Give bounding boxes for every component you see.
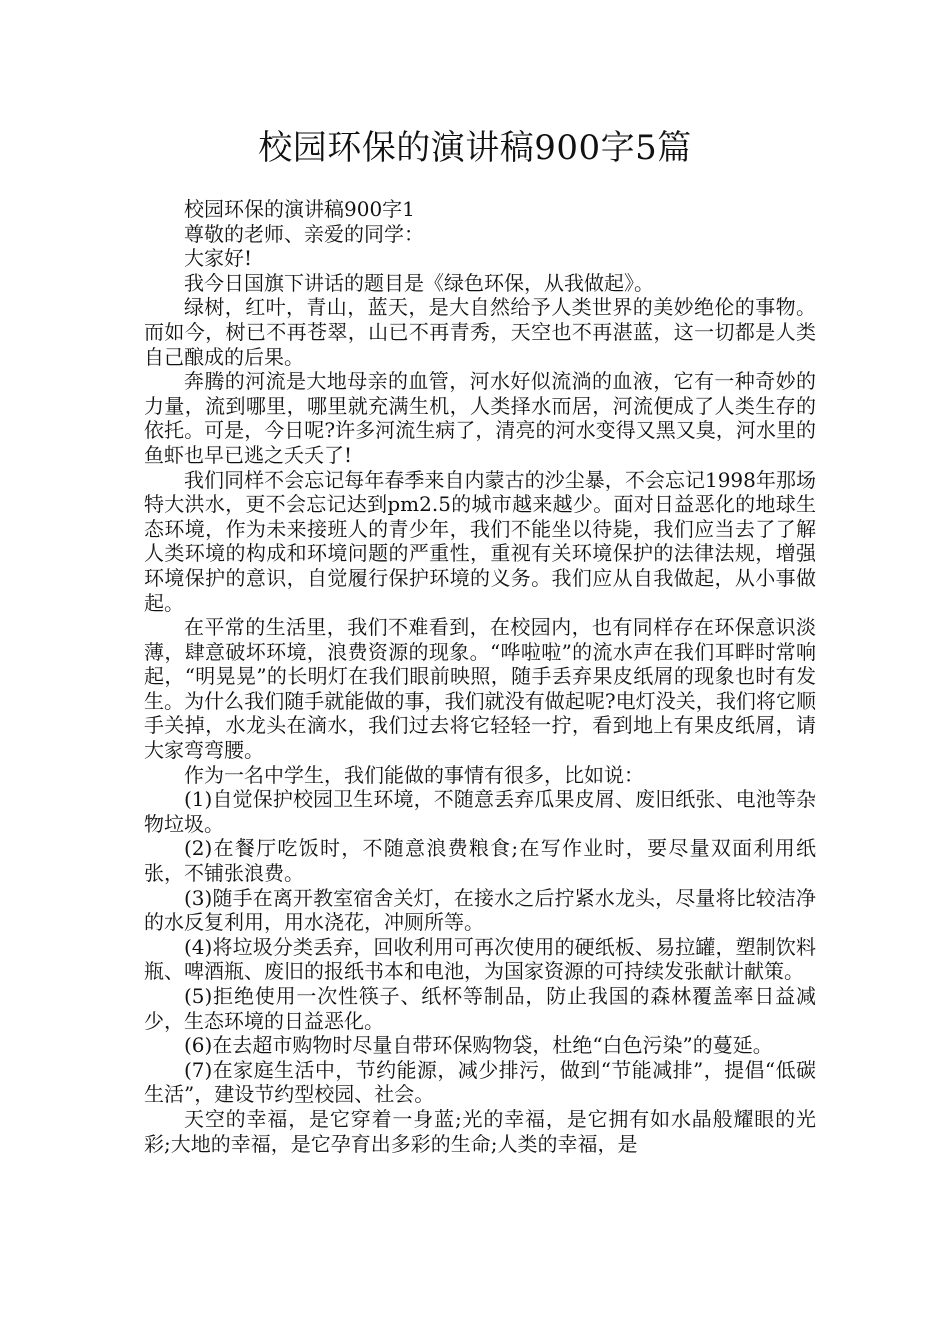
document-title: 校园环保的演讲稿900字5篇 xyxy=(258,128,692,168)
paragraph: 校园环保的演讲稿900字1 xyxy=(184,197,415,221)
list-item: (1)自觉保护校园卫生环境，不随意丢弃瓜果皮屑、废旧纸张、电池等杂物垃圾。 xyxy=(144,787,816,836)
paragraph: 在平常的生活里，我们不难看到，在校园内，也有同样存在环保意识淡薄，肆意破坏环境，浪费资源的现象。“哗啦啦”的流水声在我们耳畔时常响起，“明晃晃”的长明灯在我们眼前映照，随手丢弃果皮纸屑的现象也时有发生。为什么我们随手就能做的事，我们就没有做起呢?电灯没关，我们将它顺手关掉，水龙头在滴水，我们过去将它轻轻一拧，看到地上有果皮纸屑，请大家弯弯腰。 xyxy=(144,615,816,763)
paragraph: 尊敬的老师、亲爱的同学： xyxy=(184,221,424,246)
paragraph: 作为一名中学生，我们能做的事情有很多，比如说： xyxy=(184,762,644,787)
paragraph: 大家好! xyxy=(184,246,253,271)
list-item: (7)在家庭生活中，节约能源，减少排污，做到“节能减排”，提倡“低碳生活”，建设节约型校园、社会。 xyxy=(144,1057,816,1107)
paragraph: 奔腾的河流是大地母亲的血管，河水好似流淌的血液，它有一种奇妙的力量，流到哪里，哪里就充满生机，人类择水而居，河流便成了人类生存的依托。可是，今日呢?许多河流生病了，清亮的河水变得又黑又臭，河水里的鱼虾也早已逃之夭夭了! xyxy=(144,369,816,467)
document-body xyxy=(144,197,816,1156)
list-item: (6)在去超市购物时尽量自带环保购物袋，杜绝“白色污染”的蔓延。 xyxy=(184,1033,773,1058)
paragraph: 我们同样不会忘记每年春季来自内蒙古的沙尘暴，不会忘记1998年那场特大洪水，更不会忘记达到pm2.5的城市越来越少。面对日益恶化的地球生态环境，作为未来接班人的青少年，我们不能坐以待毙，我们应当去了了解人类环境的构成和环境问题的严重性，重视有关环境保护的法律法规，增强环境保护的意识，自觉履行保护环境的义务。我们应从自我做起，从小事做起。 xyxy=(144,467,816,615)
list-item: (5)拒绝使用一次性筷子、纸杯等制品，防止我国的森林覆盖率日益减少，生态环境的日益恶化。 xyxy=(144,984,816,1033)
paragraph: 绿树，红叶，青山，蓝天，是大自然给予人类世界的美妙绝伦的事物。而如今，树已不再苍翠，山已不再青秀，天空也不再湛蓝，这一切都是人类自己酿成的后果。 xyxy=(144,295,816,369)
list-item: (3)随手在离开教室宿舍关灯，在接水之后拧紧水龙头，尽量将比较洁净的水反复利用，用水浇花，冲厕所等。 xyxy=(144,885,816,935)
list-item: (4)将垃圾分类丢弃，回收利用可再次使用的硬纸板、易拉罐，塑制饮料瓶、啤酒瓶、废旧的报纸书本和电池，为国家资源的可持续发张献计献策。 xyxy=(144,934,816,984)
list-item: (2)在餐厅吃饭时，不随意浪费粮食;在写作业时，要尽量双面利用纸张，不铺张浪费。 xyxy=(144,836,816,886)
paragraph: 我今日国旗下讲话的题目是《绿色环保，从我做起》。 xyxy=(184,270,654,295)
paragraph: 天空的幸福，是它穿着一身蓝;光的幸福，是它拥有如水晶般耀眼的光彩;大地的幸福，是它孕育出多彩的生命;人类的幸福，是 xyxy=(144,1106,816,1156)
